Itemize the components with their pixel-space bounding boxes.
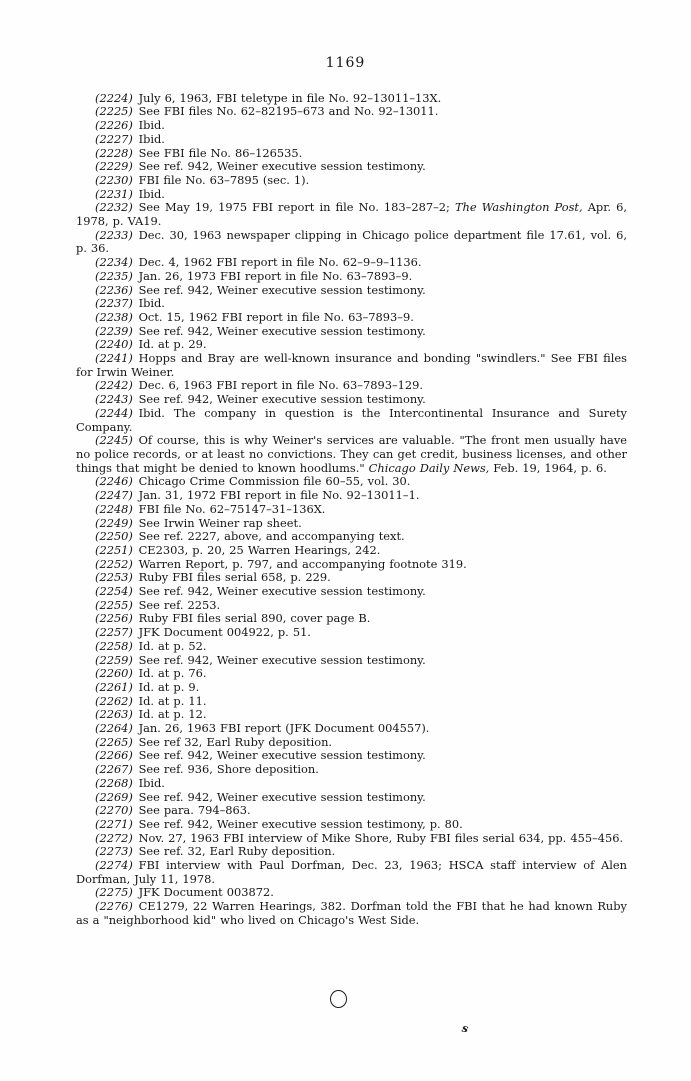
note-text: Id. at p. 9. [138,679,200,694]
note-text: Id. at p. 12. [138,707,207,722]
note-number: (2238) [95,309,139,324]
note-text: Id. at p. 11. [138,693,207,708]
note-2233 [76,229,627,256]
note-text: Id. at p. 76. [138,666,207,681]
note-text: See ref. 942, Weiner executive session testimony. [138,789,426,804]
note-text: See Irwin Weiner rap sheet. [138,515,302,530]
note-text: CE1279, 22 Warren Hearings, 382. Dorfman told the FBI that he had known Ruby as a "neighborhood kid" who lived on Chicago's West Side. [76,899,627,927]
note-2256 [76,612,627,626]
note-number: (2240) [95,337,139,352]
note-2267 [76,763,627,777]
note-2229 [76,160,627,174]
note-2272 [76,832,627,846]
note-number: (2231) [95,186,139,201]
note-2258 [76,640,627,654]
note-text: Nov. 27, 1963 FBI interview of Mike Shore, Ruby FBI files serial 634, pp. 455–456. [138,830,624,845]
note-text: JFK Document 004922, p. 51. [138,625,311,640]
note-number: (2230) [95,172,139,187]
note-text: Id. at p. 29. [138,337,207,352]
note-text: FBI interview with Paul Dorfman, Dec. 23, 1963; HSCA staff interview of Alen Dorfman, July 11, 1978. [76,858,627,886]
note-2259 [76,654,627,668]
note-2226 [76,119,627,133]
note-number: (2275) [95,885,139,900]
note-2236 [76,284,627,298]
note-number: (2255) [95,597,139,612]
note-2273 [76,845,627,859]
note-number: (2263) [95,707,139,722]
note-number: (2237) [95,296,139,311]
note-text: See ref. 2253. [138,597,221,612]
note-2238 [76,311,627,325]
note-number: (2234) [95,255,139,270]
note-2251 [76,544,627,558]
note-2255 [76,599,627,613]
note-2253 [76,571,627,585]
note-2246 [76,475,627,489]
note-text: Ibid. [138,186,165,201]
note-text: Jan. 31, 1972 FBI report in file No. 92–13011–1. [138,488,420,503]
note-2235 [76,270,627,284]
note-text: Ibid. [138,775,165,790]
note-number: (2264) [95,721,139,736]
note-number: (2253) [95,570,139,585]
note-2266 [76,749,627,763]
note-2275 [76,886,627,900]
note-text: See ref. 942, Weiner executive session testimony. [138,748,426,763]
note-number: (2235) [95,268,139,283]
note-text: Ruby FBI files serial 658, p. 229. [138,570,331,585]
note-2250 [76,530,627,544]
note-number: (2261) [95,679,139,694]
note-text: Dec. 6, 1963 FBI report in file No. 63–7893–129. [138,378,424,393]
note-text: Ibid. [138,131,165,146]
note-number: (2239) [95,323,139,338]
note-number: (2236) [95,282,139,297]
note-number: (2224) [95,90,139,105]
note-2227 [76,133,627,147]
note-number: (2232) [95,200,139,215]
note-2269 [76,791,627,805]
note-text: See ref. 942, Weiner executive session testimony. [138,584,426,599]
note-text: See ref. 942, Weiner executive session testimony. [138,392,426,407]
note-text: See ref. 942, Weiner executive session testimony. [138,652,426,667]
note-number: (2272) [95,830,139,845]
note-number: (2254) [95,584,139,599]
note-2271 [76,818,627,832]
note-2241 [76,352,627,379]
note-2262 [76,695,627,709]
note-number: (2266) [95,748,139,763]
note-text: Dec. 4, 1962 FBI report in file No. 62–9–9–1136. [138,255,422,270]
note-2225 [76,105,627,119]
note-number: (2226) [95,118,139,133]
note-2274 [76,859,627,886]
note-text: Jan. 26, 1973 FBI report in file No. 63–7893–9. [138,268,413,283]
note-number: (2274) [95,858,139,873]
note-number: (2260) [95,666,139,681]
note-text: Hopps and Bray are well-known insurance and bonding "swindlers." See FBI files for Irwin Weiner. [76,351,627,379]
note-text: Ibid. [138,296,165,311]
note-2234 [76,256,627,270]
note-text: Feb. 19, 1964, p. 6. [489,460,607,475]
note-text-italic: Chicago Daily News, [368,460,490,475]
note-number: (2273) [95,844,139,859]
ink-speck-icon: s [460,1021,470,1036]
note-number: (2276) [95,899,139,914]
note-text: Dec. 30, 1963 newspaper clipping in Chicago police department file 17.61, vol. 6, p. 36. [76,227,627,256]
note-number: (2249) [95,515,139,530]
note-text: FBI file No. 62–75147–31–136X. [138,501,326,516]
note-number: (2245) [95,433,139,448]
note-text: Warren Report, p. 797, and accompanying footnote 319. [138,556,467,571]
note-2276 [76,900,627,927]
note-number: (2247) [95,488,139,503]
note-number: (2258) [95,638,139,653]
note-2237 [76,297,627,311]
note-text: Jan. 26, 1963 FBI report (JFK Document 004557). [138,721,430,736]
ring-mark-icon [330,990,347,1008]
note-text: Oct. 15, 1962 FBI report in file No. 63–7893–9. [138,309,414,324]
note-number: (2246) [95,474,139,489]
note-number: (2270) [95,803,139,818]
note-text: See FBI files No. 62–82195–673 and No. 92–13011. [138,104,439,119]
note-number: (2248) [95,501,139,516]
page-number: 1169 [325,55,366,71]
note-text: See ref. 942, Weiner executive session testimony, p. 80. [138,816,463,831]
note-number: (2229) [95,159,139,174]
note-2248 [76,503,627,517]
note-number: (2250) [95,529,139,544]
note-text: Of course, this is why Weiner's services are valuable. "The front men usually have no police records, or at least no convictions. They can get credit, business licenses, and other things that might be denied to known hoodlums." [76,433,627,475]
note-2239 [76,325,627,339]
note-number: (2252) [95,556,139,571]
note-text: Apr. 6, 1978, p. VA19. [76,200,627,229]
note-text: Id. at p. 52. [138,638,207,653]
note-2231 [76,188,627,202]
note-text-italic: The Washington Post, [454,200,583,215]
note-2243 [76,393,627,407]
note-2245 [76,434,627,475]
note-text: See ref. 942, Weiner executive session testimony. [138,323,426,338]
note-number: (2265) [95,734,139,749]
note-text: Chicago Crime Commission file 60–55, vol. 30. [138,474,411,489]
note-text: See ref. 936, Shore deposition. [138,762,319,777]
note-text: See ref. 2227, above, and accompanying text. [138,529,405,544]
note-2244 [76,407,627,434]
note-number: (2259) [95,652,139,667]
note-2270 [76,804,627,818]
note-2247 [76,489,627,503]
note-2249 [76,517,627,531]
note-text: See FBI file No. 86–126535. [138,145,303,160]
note-2240 [76,338,627,352]
note-number: (2269) [95,789,139,804]
note-2264 [76,722,627,736]
note-2261 [76,681,627,695]
note-text: See ref. 942, Weiner executive session testimony. [138,282,426,297]
note-2230 [76,174,627,188]
note-text: See ref. 32, Earl Ruby deposition. [138,844,336,859]
note-number: (2244) [95,405,139,420]
note-text: See ref. 942, Weiner executive session testimony. [138,159,426,174]
note-text: Ibid. The company in question is the Intercontinental Insurance and Surety Company. [76,405,627,434]
note-2228 [76,147,627,161]
note-number: (2268) [95,775,139,790]
note-text: FBI file No. 63–7895 (sec. 1). [138,172,310,187]
note-2252 [76,558,627,572]
note-text: See para. 794–863. [138,803,251,818]
note-2257 [76,626,627,640]
note-text: See May 19, 1975 FBI report in file No. 183–287–2; [138,200,455,215]
note-number: (2243) [95,392,139,407]
note-2260 [76,667,627,681]
note-number: (2227) [95,131,139,146]
note-2224 [76,92,627,106]
note-text: CE2303, p. 20, 25 Warren Hearings, 242. [138,542,381,557]
note-number: (2257) [95,625,139,640]
note-2268 [76,777,627,791]
note-text: Ibid. [138,118,165,133]
note-number: (2271) [95,816,139,831]
note-text: JFK Document 003872. [138,885,274,900]
note-number: (2262) [95,693,139,708]
note-number: (2225) [95,104,139,119]
note-number: (2267) [95,762,139,777]
note-2265 [76,736,627,750]
note-text: See ref 32, Earl Ruby deposition. [138,734,333,749]
note-2254 [76,585,627,599]
note-number: (2251) [95,542,139,557]
note-number: (2256) [95,611,139,626]
note-number: (2233) [95,227,139,242]
note-number: (2241) [95,351,139,366]
note-text: Ruby FBI files serial 890, cover page B. [138,611,371,626]
note-2263 [76,708,627,722]
notes-list [76,92,627,928]
note-2242 [76,379,627,393]
note-text: July 6, 1963, FBI teletype in file No. 92–13011–13X. [138,90,442,105]
note-number: (2242) [95,378,139,393]
note-2232 [76,201,627,228]
note-number: (2228) [95,145,139,160]
